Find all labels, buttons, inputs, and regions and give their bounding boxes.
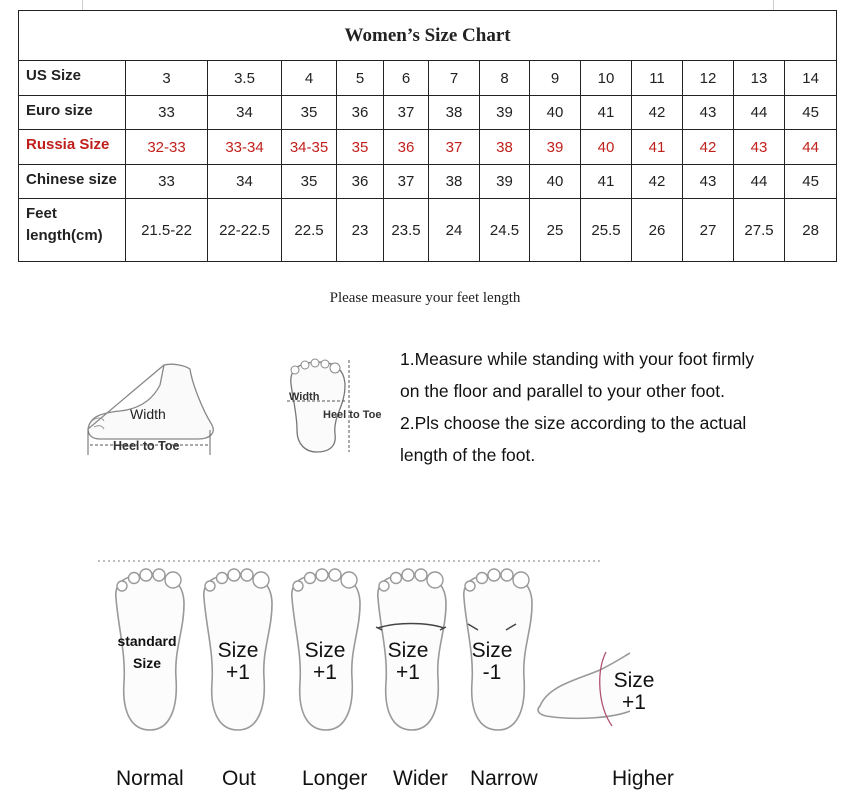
table-cell: 41: [581, 95, 632, 130]
table-cell: 36: [337, 95, 384, 130]
size-chart-table: [18, 10, 837, 262]
instruction-line: on the floor and parallel to your other foot.: [400, 381, 725, 401]
table-cell: 35: [337, 130, 384, 165]
table-cell: 44: [785, 130, 837, 165]
table-cell: 23.5: [384, 199, 429, 262]
table-cell: 42: [683, 130, 734, 165]
size-chart-title: Women’s Size Chart: [19, 11, 837, 61]
table-cell: 27.5: [734, 199, 785, 262]
row-header: Euro size: [19, 95, 126, 130]
table-row: [19, 61, 837, 96]
table-cell: 6: [384, 61, 429, 96]
table-cell: 41: [581, 164, 632, 199]
table-cell: 43: [683, 95, 734, 130]
table-cell: 33-34: [208, 130, 282, 165]
table-cell: 11: [632, 61, 683, 96]
table-cell: 35: [282, 164, 337, 199]
sole-length-label: Heel to Toe: [323, 409, 382, 421]
row-header: Russia Size: [19, 130, 126, 165]
sole-width-label: Width: [289, 391, 320, 403]
table-cell: 26: [632, 199, 683, 262]
table-cell: 5: [337, 61, 384, 96]
size-line: Size: [471, 639, 513, 662]
table-cell: 34-35: [282, 130, 337, 165]
higher-size-label: [610, 670, 658, 714]
instruction-line: 2.Pls choose the size according to the actual: [400, 413, 747, 433]
table-cell: 23: [337, 199, 384, 262]
side-foot-outline-icon: [88, 364, 213, 439]
table-cell: 13: [734, 61, 785, 96]
foot-type-name: Wider: [393, 767, 448, 790]
table-cell: 14: [785, 61, 837, 96]
row-header: US Size: [19, 61, 126, 96]
table-cell: 33: [126, 95, 208, 130]
table-cell: 36: [337, 164, 384, 199]
table-cell: 34: [208, 95, 282, 130]
table-cell: 40: [581, 130, 632, 165]
size-line: Size: [613, 669, 655, 692]
measure-instructions: [400, 343, 830, 471]
side-length-label: Heel to Toe: [113, 439, 180, 453]
table-cell: 21.5-22: [126, 199, 208, 262]
table-cell: 4: [282, 61, 337, 96]
table-cell: 44: [734, 164, 785, 199]
out-size-label: [214, 640, 262, 684]
size-line: Size: [132, 655, 161, 671]
measure-caption: Please measure your feet length: [329, 290, 521, 306]
table-cell: 38: [429, 164, 480, 199]
table-cell: 40: [530, 164, 581, 199]
table-cell: 39: [480, 164, 530, 199]
table-cell: 37: [384, 95, 429, 130]
wider-size-label: [384, 640, 432, 684]
table-cell: 39: [480, 95, 530, 130]
foot-type-name: Longer: [302, 767, 368, 790]
table-cell: 10: [581, 61, 632, 96]
page-top-border: [82, 0, 774, 10]
table-cell: 36: [384, 130, 429, 165]
table-row: [19, 130, 837, 165]
table-cell: 45: [785, 95, 837, 130]
table-cell: 32-33: [126, 130, 208, 165]
table-cell: 12: [683, 61, 734, 96]
table-cell: 25: [530, 199, 581, 262]
table-cell: 9: [530, 61, 581, 96]
table-row: [19, 95, 837, 130]
size-line: +1: [313, 661, 337, 684]
size-line: Size: [387, 639, 429, 662]
table-row: [19, 164, 837, 199]
row-header: Chinese size: [19, 164, 126, 199]
size-line: Size: [217, 639, 259, 662]
table-cell: 24.5: [480, 199, 530, 262]
table-cell: 45: [785, 164, 837, 199]
size-line: +1: [622, 691, 646, 714]
table-cell: 43: [734, 130, 785, 165]
table-cell: 34: [208, 164, 282, 199]
table-cell: 24: [429, 199, 480, 262]
table-cell: 33: [126, 164, 208, 199]
table-cell: 3.5: [208, 61, 282, 96]
instruction-line: 1.Measure while standing with your foot firmly: [400, 349, 755, 369]
table-cell: 35: [282, 95, 337, 130]
table-cell: 22-22.5: [208, 199, 282, 262]
table-cell: 44: [734, 95, 785, 130]
table-cell: 39: [530, 130, 581, 165]
table-cell: 7: [429, 61, 480, 96]
table-cell: 8: [480, 61, 530, 96]
table-row: [19, 199, 837, 262]
instruction-line: length of the foot.: [400, 445, 536, 465]
size-line: standard: [117, 633, 177, 649]
table-cell: 37: [384, 164, 429, 199]
table-cell: 42: [632, 164, 683, 199]
table-cell: 43: [683, 164, 734, 199]
side-foot-diagram: [80, 355, 220, 455]
table-cell: 41: [632, 130, 683, 165]
size-line: Size: [304, 639, 346, 662]
longer-size-label: [301, 640, 349, 684]
foot-type-name: Higher: [612, 767, 674, 790]
row-header: Feet length(cm): [19, 199, 126, 262]
foot-type-name: Narrow: [470, 767, 538, 790]
foot-type-name: Normal: [116, 767, 184, 790]
table-cell: 3: [126, 61, 208, 96]
table-cell: 38: [480, 130, 530, 165]
table-cell: 37: [429, 130, 480, 165]
narrow-size-label: [468, 640, 516, 684]
table-cell: 38: [429, 95, 480, 130]
sole-outline-icon: [291, 362, 345, 452]
side-width-label: Width: [130, 406, 166, 422]
foot-type-name: Out: [222, 767, 256, 790]
table-cell: 40: [530, 95, 581, 130]
size-line: +1: [396, 661, 420, 684]
size-line: +1: [226, 661, 250, 684]
table-cell: 27: [683, 199, 734, 262]
table-cell: 28: [785, 199, 837, 262]
normal-size-label: [114, 630, 180, 674]
size-line: -1: [482, 661, 502, 684]
table-cell: 42: [632, 95, 683, 130]
table-cell: 25.5: [581, 199, 632, 262]
sole-foot-diagram: [283, 356, 398, 456]
table-cell: 22.5: [282, 199, 337, 262]
